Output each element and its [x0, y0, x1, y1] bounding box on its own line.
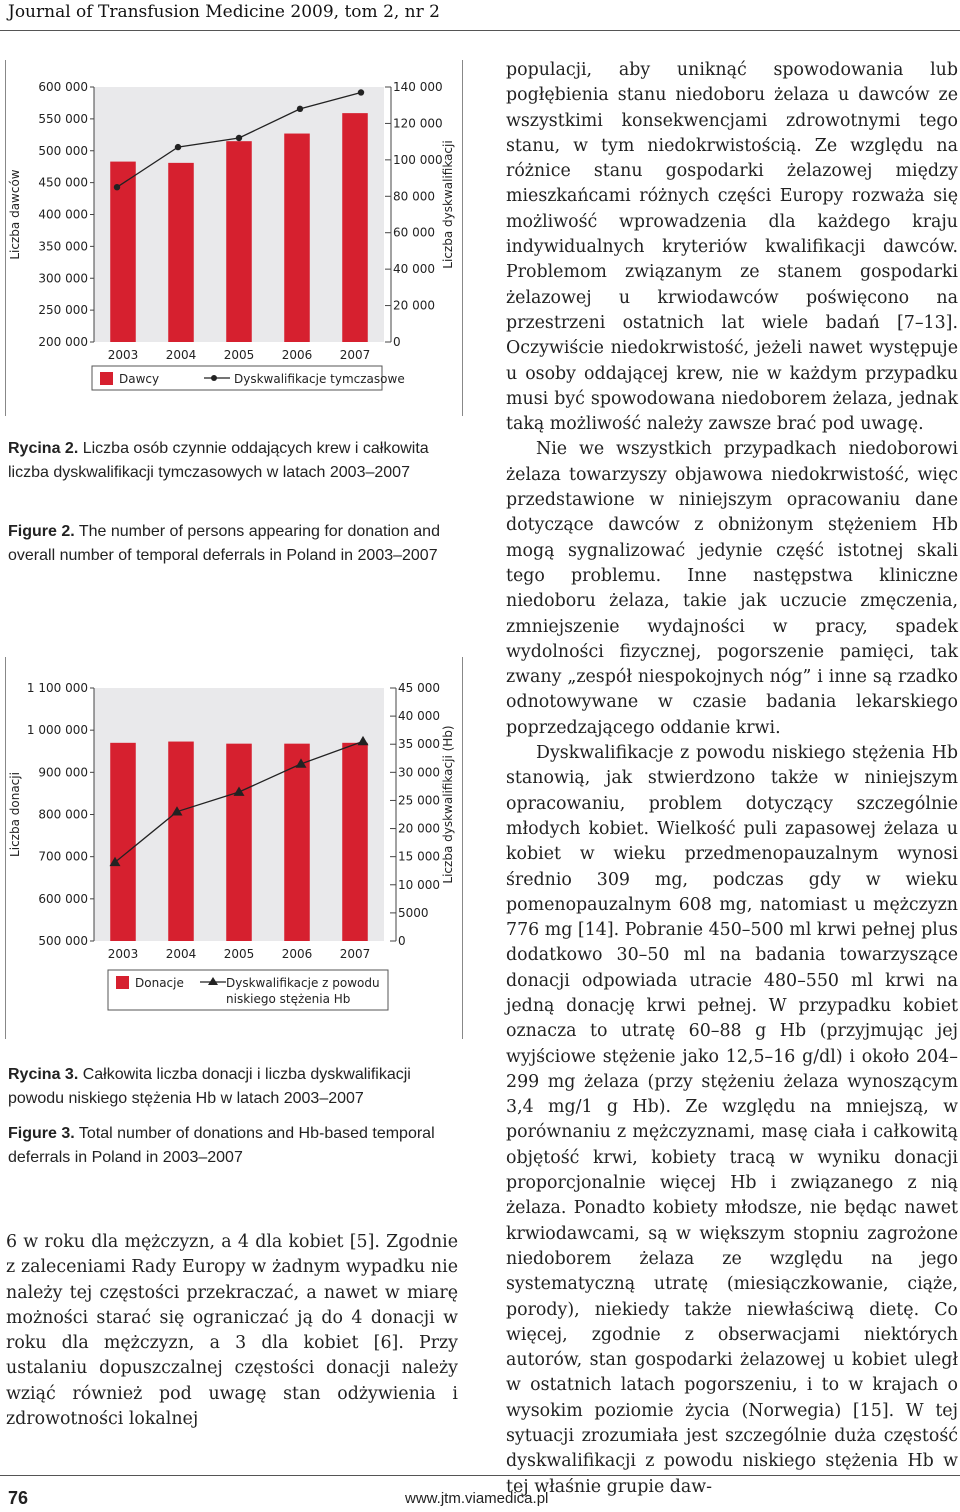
- legend-label-line-2: niskiego stężenia Hb: [226, 992, 351, 1006]
- figure-3-box: [5, 657, 463, 1039]
- y-axis-title: Liczba donacji: [8, 772, 22, 857]
- y2-tick-label: 10 000: [398, 877, 440, 892]
- x-tick-label: 2007: [339, 947, 371, 961]
- x-tick-label: 2006: [281, 947, 313, 961]
- y2-tick-label: 30 000: [398, 765, 440, 780]
- y2-tick-label: 40 000: [398, 709, 440, 724]
- y-tick-label: 200 000: [38, 335, 88, 349]
- line-point-2007: [358, 89, 364, 95]
- legend-swatch-bar: [116, 976, 129, 989]
- y-tick-label: 1 000 000: [26, 723, 88, 738]
- y-tick-label: 500 000: [38, 143, 88, 158]
- y-tick-label: 300 000: [38, 271, 88, 286]
- line-point-2005: [236, 135, 242, 141]
- y2-tick-label: 20 000: [393, 298, 435, 313]
- bar-2007: [342, 113, 368, 342]
- bar-2005: [226, 141, 252, 342]
- y2-tick-label: 25 000: [398, 793, 440, 808]
- bar-2003: [110, 162, 136, 342]
- page-number: 76: [8, 1488, 29, 1508]
- line-point-2004: [175, 144, 181, 150]
- legend-label-bar: Dawcy: [119, 372, 160, 386]
- footer-url: www.jtm.viamedica.pl: [405, 1490, 549, 1507]
- footer-rule: [0, 1475, 960, 1476]
- y2-tick-label: 140 000: [393, 80, 443, 94]
- y-tick-label: 800 000: [38, 807, 88, 822]
- x-tick-label: 2003: [107, 348, 139, 362]
- legend-marker: [211, 375, 217, 381]
- figure-2-box: [5, 60, 463, 416]
- figure-2-caption-en: Figure 2. The number of persons appearing for donation and overall number of temporal deferrals in Poland in 2003–2007: [8, 523, 440, 564]
- y-tick-label: 500 000: [38, 934, 88, 948]
- x-tick-label: 2004: [165, 947, 197, 961]
- y2-tick-label: 0: [398, 934, 406, 948]
- y2-tick-label: 80 000: [393, 189, 435, 204]
- y-tick-label: 450 000: [38, 175, 88, 190]
- bar-2004: [168, 742, 194, 941]
- y2-tick-label: 60 000: [393, 225, 435, 240]
- x-tick-label: 2004: [165, 348, 197, 362]
- left-paragraph: 6 w roku dla mężczyzn, a 4 dla kobiet [5]. Zgodnie z zaleceniami Rady Europy w żadnym wypadku nie należy tej częstości przekraczać, a nawet w miarę możności starać się ograniczać ją do 4 donacji w roku dla mężczyzn, a 3 dla kobiet [6]. Przy ustalaniu dopuszczalnej częstości donacji należy wziąć również pod uwagę stan odżywienia i zdrowotności lokalnej: [6, 1232, 458, 1430]
- x-tick-label: 2006: [281, 348, 313, 362]
- y2-tick-label: 40 000: [393, 262, 435, 277]
- y2-tick-label: 15 000: [398, 849, 440, 864]
- y-tick-label: 1 100 000: [26, 681, 88, 695]
- journal-header: Journal of Transfusion Medicine 2009, tom 2, nr 2: [8, 2, 440, 22]
- y-tick-label: 700 000: [38, 849, 88, 864]
- y-axis-title: Liczba dawców: [8, 169, 22, 260]
- right-paragraph-2: Nie we wszystkich przypadkach niedoborowi żelaza towarzyszy objawowa niedokrwistość, więc przedstawione w niniejszym opracowaniu dane dotyczące dawców z obniżonym stężeniem Hb mogą sygnalizować jedynie część istotnej skali tego problemu. Inne następstwa kliniczne niedoboru żelaza, takie jak uczucie zmęczenia, zmniejszenie wydajności w pracy, spadek wydolności fizycznej, pogorszenie pamięci, tak zwany „zespół niespokojnych nóg” i inne są rzadko odnotowywane w czasie badania lekarskiego poprzedzającego oddanie krwi.: [506, 439, 958, 738]
- line-point-2006: [297, 106, 303, 112]
- figure-2-chart: [6, 60, 462, 416]
- y2-tick-label: 35 000: [398, 737, 440, 752]
- bar-2007: [342, 743, 368, 941]
- y-tick-label: 400 000: [38, 207, 88, 222]
- y2-tick-label: 20 000: [398, 821, 440, 836]
- y2-tick-label: 0: [393, 335, 401, 349]
- x-tick-label: 2003: [107, 947, 139, 961]
- y-tick-label: 250 000: [38, 303, 88, 318]
- bar-2005: [226, 744, 252, 941]
- y2-tick-label: 120 000: [393, 116, 443, 131]
- line-point-2003: [114, 184, 120, 190]
- bar-2006: [284, 744, 310, 941]
- header-rule: [0, 30, 960, 31]
- right-paragraph-3: Dyskwalifikacje z powodu niskiego stężenia Hb stanowią, jak stwierdzono także w niniejszym opracowaniu, problem dotyczący szczególnie młodych kobiet. Wielkość puli zapasowej żelaza u kobiet w wieku przedmenopauzalnym wynosi średnio 309 mg, podczas gdy w wieku pomenopauzalnym 608 mg, natomiast u mężczyzn 776 mg [14]. Pobranie 450–500 ml krwi pełnej plus dodatkowo 30–50 ml na badania towarzyszące donacji odpowiada utracie 480–550 ml krwi na jedną donację krwi pełnej. W przypadku kobiet oznacza to utratę 60–88 g Hb (przyjmując jej wyjściowe stężenie jako 12,5–16 g/dl) i około 204–299 mg żelaza (przy stężeniu żelaza wynoszącym 3,4 mg/1 g Hb). Ze względu na mniejszą, w porównaniu z mężczyznami, masę ciała i całkowitą objętość krwi, kobiety tracą w wyniku donacji proporcjonalnie więcej Hb i związanego z nią żelaza. Ponadto kobiety młodsze, nie będąc nawet krwiodawcami, są w większym stopniu zagrożone niedoborem żelaza ze względu na jego systematyczną utratę (miesiączkowanie, ciąże, porody), niekiedy także niewłaściwą dietę. Co więcej, zgodnie z obserwacjami niektórych autorów, stan gospodarki żelazowej u kobiet uległ w ostatnich latach pogorszeniu, i to w krajach o wysokim poziomie życia (Norwegia) [15]. W tej sytuacji zrozumiała jest szczególnie duża częstość dyskwalifikacji z powodu niskiego stężenia Hb w tej właśnie grupie daw-: [506, 743, 958, 1497]
- legend-swatch-bar: [100, 372, 113, 385]
- legend-label-line: Dyskwalifikacje tymczasowe: [234, 372, 405, 386]
- bar-2003: [110, 743, 136, 941]
- y-tick-label: 350 000: [38, 239, 88, 254]
- legend-label-line-1: Dyskwalifikacje z powodu: [226, 976, 380, 990]
- bar-2004: [168, 163, 194, 342]
- figure-3-caption-pl: Rycina 3. Całkowita liczba donacji i liczba dyskwalifikacji powodu niskiego stężenia Hb w latach 2003–2007: [8, 1066, 411, 1107]
- y2-tick-label: 100 000: [393, 152, 443, 167]
- figure-2-caption-pl: Rycina 2. Liczba osób czynnie oddających krew i całkowita liczba dyskwalifikacji tymczasowych w latach 2003–2007: [8, 440, 429, 481]
- y-tick-label: 600 000: [38, 891, 88, 906]
- y2-tick-label: 45 000: [398, 681, 440, 695]
- bar-2006: [284, 134, 310, 342]
- y2-axis-title: Liczba dyskwalifikacji (Hb): [441, 725, 455, 884]
- y2-tick-label: 5000: [398, 905, 429, 920]
- left-column-text: [6, 1230, 458, 1432]
- y-tick-label: 550 000: [38, 111, 88, 126]
- right-column-text: [506, 58, 958, 1500]
- legend-label-bar: Donacje: [135, 976, 184, 990]
- figure-3-caption-en: Figure 3. Total number of donations and Hb-based temporal deferrals in Poland in 2003–2007: [8, 1125, 435, 1166]
- right-paragraph-1: populacji, aby uniknąć spowodowania lub pogłębienia stanu niedoboru żelaza u dawców ze wszystkimi konsekwencjami zdrowotnymi tego stanu, w tym niedokrwistością. Ze względu na różnice stanu gospodarki żelazowej między mieszkańcami różnych części Europy rozważa się możliwość wprowadzenia dla każdego kraju indywidualnych kryteriów kwalifikacji dawców. Problemom związanym ze stanem gospodarki żelazowej u krwiodawców poświęcono na przestrzeni ostatnich lat wiele badań [7–13]. Oczywiście niedokrwistość, jeżeli nawet występuje u osoby oddającej krew, nie w każdym przypadku musi być spowodowana niedoborem żelaza, jednak taką możliwość należy zawsze brać pod uwagę.: [506, 60, 958, 435]
- y-tick-label: 900 000: [38, 765, 88, 780]
- x-tick-label: 2005: [223, 947, 255, 961]
- x-tick-label: 2005: [223, 348, 255, 362]
- y-tick-label: 600 000: [38, 80, 88, 94]
- figure-3-chart: [6, 657, 462, 1039]
- x-tick-label: 2007: [339, 348, 371, 362]
- y2-axis-title: Liczba dyskwalifikacji: [441, 140, 455, 269]
